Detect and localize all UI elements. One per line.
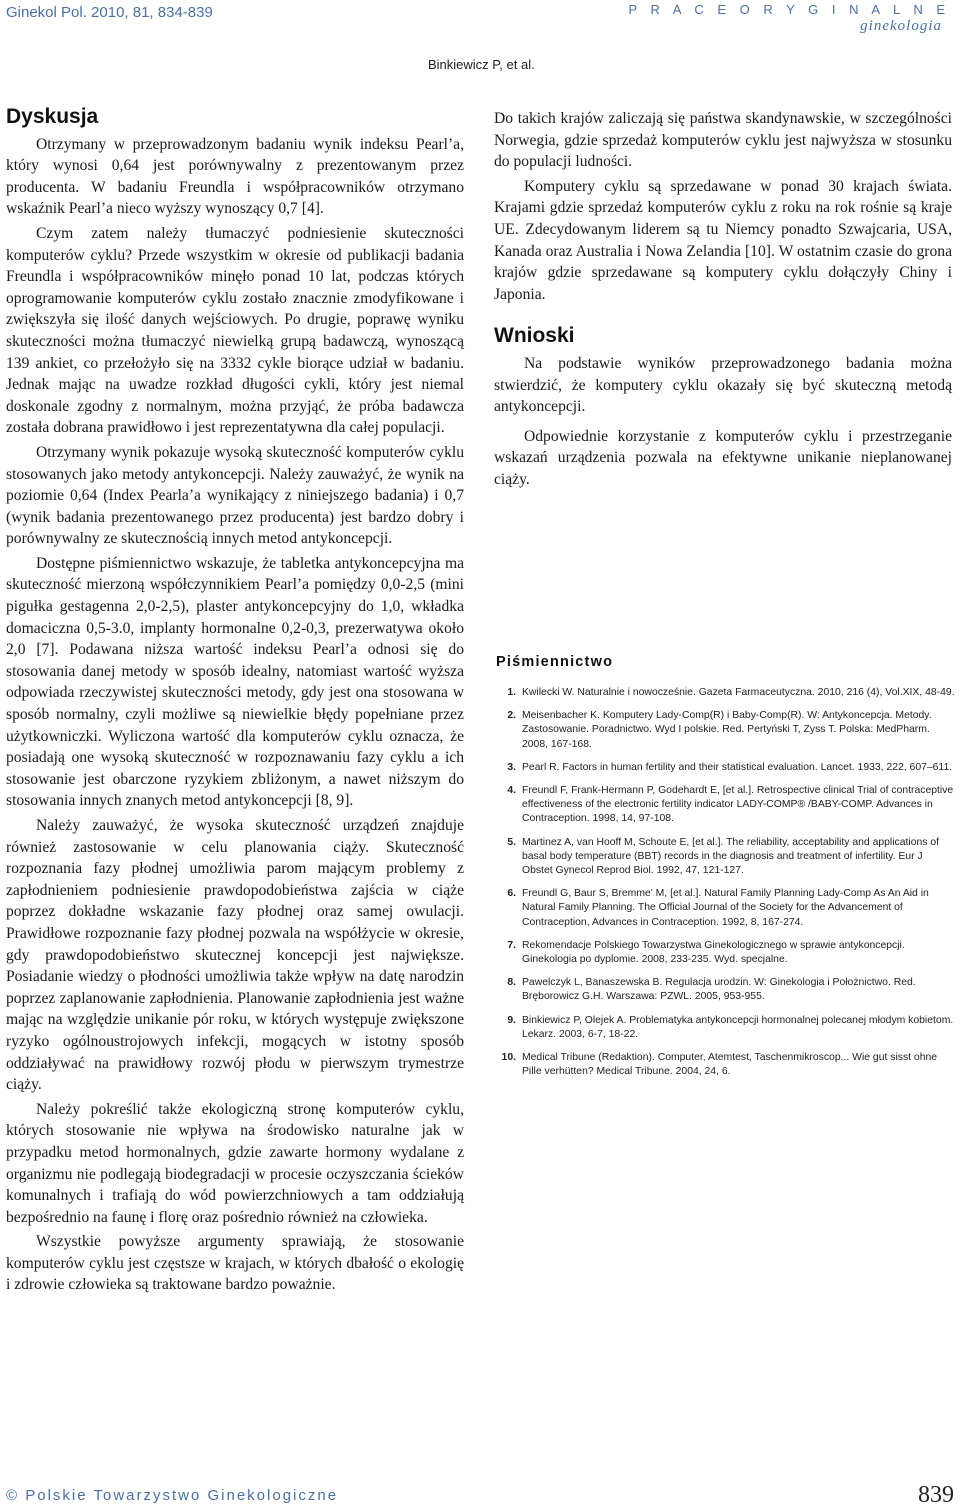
reference-number: 5. [507, 836, 516, 848]
reference-item [496, 939, 956, 967]
discussion-continued-paragraph: Do takich krajów zaliczają się państwa skandynawskie, w szczególności Norwegia, gdzie sprzedaż komputerów cyklu jest najwyższa w stosunku do populacji ludności. [494, 110, 952, 171]
discussion-paragraph: Wszystkie powyższe argumenty sprawiają, że stosowanie komputerów cyklu jest częstsze w krajach, w których dbałość o ekologię i zdrowie człowieka są traktowane bardzo poważnie. [6, 1233, 464, 1294]
reference-text: Rekomendacje Polskiego Towarzystwa Ginekologicznego w sprawie antykoncepcji. Ginekologia po dyplomie. 2008, 233-235. Wyd. specjalne. [522, 939, 905, 966]
section-sublabel: ginekologia [860, 18, 942, 34]
reference-item [496, 1051, 956, 1079]
discussion-heading: Dyskusja [6, 105, 99, 128]
reference-item [496, 836, 956, 879]
reference-text: Kwilecki W. Naturalnie i nowocześnie. Gazeta Farmaceutyczna. 2010, 216 (4), Vol.XIX, 48-49. [522, 687, 955, 698]
reference-number: 4. [507, 785, 516, 797]
discussion-paragraph: Dostępne piśmiennictwo wskazuje, że tabletka antykoncepcyjna ma skuteczność mierzoną współczynnikiem Pearl’a pomiędzy 0,0-2,5 (mini pigułka gestagenna 2,0-2,5), plaster antykoncepcyjny do 1,0, wkładka domaciczna 0,5-3.0, implanty hormonalne 0,2-0,3, prezerwatywa około 2,0 [7]. Podawana niższa wartość indeksu Pearl’a odnosi się do stosowania danej metody w sposób idealny, natomiast wartość wyższa odpowiada rzeczywistej skuteczności metody, gdy jest ona stosowana w sposób normalny, czyli możliwe są niewielkie błędy popełniane przez użytkowniczki. Wyliczona wartość dla komputerów cyklu oznacza, że posiadają one wysoką skuteczność w rozpoznawaniu fazy cyklu a ich stosowanie jest obarczone ryzykiem zbliżonym, a nawet niższym do stosowania innych znanych metod antykoncepcji [8, 9]. [6, 554, 464, 810]
running-authors: Binkiewicz P, et al. [428, 57, 535, 72]
left-column [6, 106, 464, 1296]
discussion-paragraph: Czym zatem należy tłumaczyć podniesienie skuteczności komputerów cyklu? Przede wszystkim w okresie od publikacji badania Freundla i współpracowników minęło ponad 10 lat, podczas których oprogramowanie komputerów cyklu zostało znacznie zmodyfikowane i zwiększyła się ilość danych wejściowych. Po drugie, poprawę wyniku skuteczności można tłumaczyć niewielką grupą badawczą, wynoszącą 139 ankiet, co przełożyło się na 3332 cykle biorące udział w badaniu. Jednak mając na uwadze rozkład długości cykli, który jest niemal doskonale zgodny z normalnym, można przyjąć, że próba badawcza została dobrana prawidłowo i jest reprezentatywna dla całej populacji. [6, 224, 464, 437]
reference-item [496, 887, 956, 930]
discussion-paragraph: Otrzymany w przeprowadzonym badaniu wynik indeksu Pearl’a, który wynosi 0,64 jest porównywalny z prezentowanym przez producenta. W badaniu Freundla i współpracowników otrzymano wskaźnik Pearl’a nieco wyższy wynoszący 0,7 [4]. [6, 135, 464, 218]
discussion-paragraph: Otrzymany wynik pokazuje wysoką skuteczność komputerów cyklu stosowanych jako metody antykoncepcji. Należy zauważyć, że wynik na poziomie 0,64 (Index Pearla’a wynikający z niniejszego badania) i 0,7 (wynik badania prezentowanego przez producenta) jest bardzo dobry i porównywalny ze skutecznością innych metod antykoncepcji. [6, 443, 464, 548]
reference-number: 10. [501, 1052, 516, 1064]
reference-text: Martinez A, van Hooff M, Schoute E, [et al.]. The reliability, acceptability and applications of basal body temperature (BBT) records in the diagnosis and treatment of infertility. Eur J Obstet Gynecol Reprod Biol. 1992, 47, 121-127. [522, 836, 939, 877]
reference-text: Meisenbacher K. Komputery Lady-Comp(R) i Baby-Comp(R). W: Antykoncepcja. Metody. Zastosowanie. Poradnictwo. Wyd I polskie. Red. Pertyński T, Zyss T. Polska: MedPharm. 2008, 167-168. [522, 710, 932, 750]
section-label: P R A C E O R Y G I N A L N E [628, 2, 950, 17]
reference-number: 9. [507, 1014, 516, 1026]
discussion-continued-paragraph: Komputery cyklu są sprzedawane w ponad 30 krajach świata. Krajami gdzie sprzedaż komputerów cyklu z roku na rok rośnie są kraje UE. Zdecydowanym liderem są tu Niemcy ponadto Szwajcaria, USA, Kanada oraz Australia i Nowa Zelandia [10]. W ostatnim czasie do grona krajów gdzie sprzedawane są komputery cyklu dołączyły Chiny i Japonia. [494, 177, 952, 303]
reference-item [496, 709, 956, 752]
reference-item [496, 784, 956, 827]
reference-number: 1. [507, 687, 516, 698]
reference-item [496, 976, 956, 1004]
conclusions-paragraph: Odpowiednie korzystanie z komputerów cyklu i przestrzeganie wskazań urządzenia pozwala na efektywne unikanie nieplanowanej ciąży. [494, 427, 952, 488]
reference-number: 6. [507, 888, 516, 900]
journal-citation: Ginekol Pol. 2010, 81, 834-839 [6, 4, 213, 21]
reference-number: 7. [507, 939, 516, 951]
reference-item [496, 1014, 956, 1042]
reference-text: Medical Tribune (Redaktion). Computer, Atemtest, Taschenmikroscop... Wie gut sisst ohne Pille verhütten? Medical Tribune. 2004, 24, 6. [522, 1052, 938, 1078]
reference-item [496, 686, 956, 700]
reference-text: Pearl R. Factors in human fertility and their statistical evaluation. Lancet. 1933, 222, 607–611. [522, 761, 953, 773]
reference-number: 8. [507, 977, 516, 989]
discussion-paragraph: Należy zauważyć, że wysoka skuteczność urządzeń znajduje również zastosowanie w celu planowania ciąży. Skuteczność rozpoznania fazy płodnej umożliwia parom mającym problemy z zapłodnieniem podniesienie prawdopodobieństwa zajścia w ciąże poprzez dokładne wskazanie fazy płodnej oraz samej owulacji. Prawidłowe rozpoznanie fazy płodnej pozwala na współżycie w okresie, gdy prawdopodobieństwo skutecznej koncepcji jest największe. Posiadanie wiedzy o płodności umożliwia także wpływ na datę narodzin poprzez zaplanowanie zapłodnienia. Planowanie zapłodnienia jest ważne mając na względzie unikanie pór roku, w których występuje zwiększone ryzyko ogólnoustrojowych infekcji, mogących w istotny sposób oddziaływać na prawidłowy rozwój płodu w pierwszym trymestrze ciąży. [6, 817, 464, 1094]
reference-text: Freundl G, Baur S, Bremme' M, [et al.]. Natural Family Planning Lady-Comp As An Aid in Natural Family Planning. The Official Journal of the Society for the Advancement of Contraception, Advances in Contraception. 1992, 8, 167-274. [522, 888, 929, 928]
page-number: 839 [918, 1482, 954, 1508]
right-column [494, 108, 952, 491]
references-heading: Piśmiennictwo [496, 654, 614, 670]
footer-society: © Polskie Towarzystwo Ginekologiczne [6, 1487, 339, 1504]
conclusions-paragraph: Na podstawie wyników przeprowadzonego badania można stwierdzić, że komputery cyklu okazały się być skuteczną metodą antykoncepcji. [494, 354, 952, 416]
reference-number: 2. [507, 710, 516, 722]
reference-text: Binkiewicz P, Olejek A. Problematyka antykoncepcji hormonalnej polecanej młodym kobietom. Lekarz. 2003, 6-7, 18-22. [522, 1014, 954, 1040]
reference-text: Freundl F, Frank-Hermann P, Godehardt E, [et al.]. Retrospective clinical Trial of contraceptive effectiveness of the electronic fertility indicator LADY-COMP® /BABY-COMP. Advances in Contraception. 1998, 14, 97-108. [522, 785, 954, 825]
conclusions-heading: Wnioski [494, 324, 575, 348]
discussion-paragraph: Należy pokreślić także ekologiczną stronę komputerów cyklu, których stosowanie nie wpływa na środowisko naturalne jak w przypadku metod hormonalnych, gdzie zawarte hormony wydalane z organizmu nie podlegają biodegradacji w procesie oczyszczania ścieków komunalnych i trafiają do wód powierzchniowych a tam oddziałują bezpośrednio na faunę i florę oraz pośrednio również na człowieka. [6, 1100, 464, 1226]
reference-item [496, 761, 956, 775]
reference-text: Pawelczyk L, Banaszewska B. Regulacja urodzin. W: Ginekologia i Położnictwo. Red. Bręborowicz G.H. Warszawa: PZWL. 2005, 953-955. [522, 977, 916, 1003]
reference-number: 3. [507, 761, 516, 773]
references-list [496, 686, 956, 1088]
